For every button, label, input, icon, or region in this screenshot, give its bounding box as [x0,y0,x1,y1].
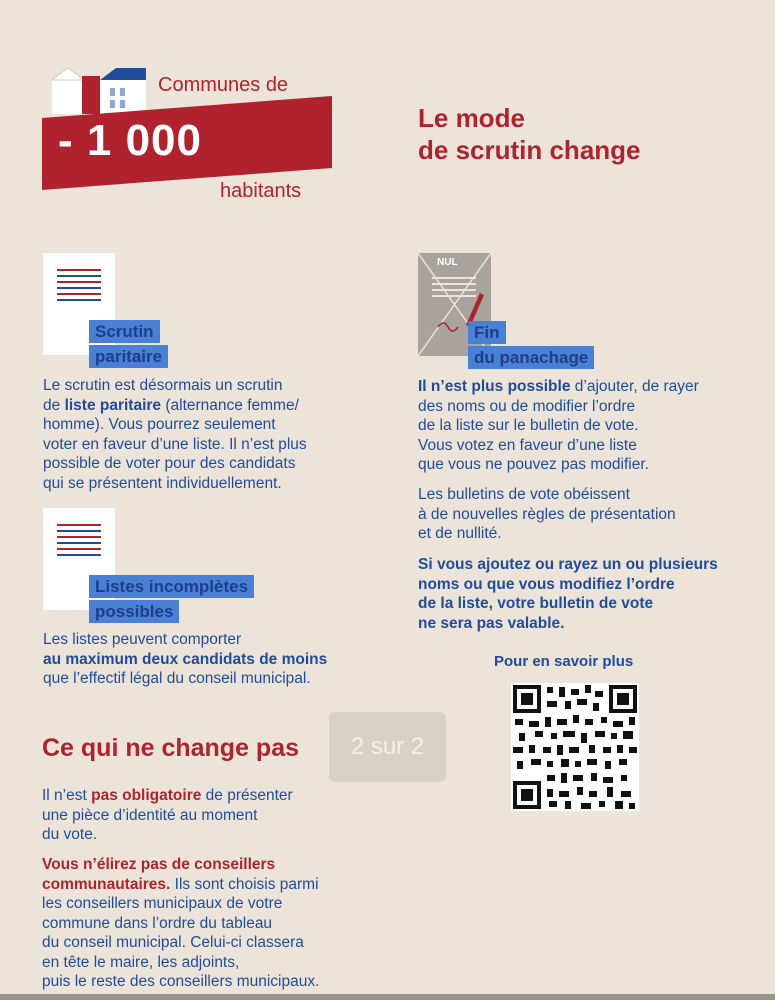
ne-change-pas-title: Ce qui ne change pas [42,734,300,762]
scrutin-paritaire-label: Scrutin paritaire [89,320,168,368]
savoir-plus-label: Pour en savoir plus [494,653,634,670]
nul-label: NUL [437,257,458,268]
qr-code-icon[interactable] [511,683,639,811]
panachage-paragraph-3: Si vous ajoutez ou rayez un ou plusieurs noms ou que vous modifiez l’ordre de la liste, votre bulletin de vote ne sera pas valable. [418,556,718,632]
bottom-edge [0,994,775,1000]
communes-de-label: Communes de [158,74,289,96]
page-indicator: 2 sur 2 [329,712,446,782]
panachage-paragraph-2: Les bulletins de vote obéissent à de nouvelles règles de présentation et de nullité. [418,486,676,542]
habitants-label: habitants [220,180,302,202]
page-title: Le mode de scrutin change [418,103,641,165]
big-number: - 1 000 [58,116,202,165]
listes-paragraph: Les listes peuvent comporter au maximum deux candidats de moins que l’effectif légal du conseil municipal. [43,631,328,687]
scrutin-paragraph: Le scrutin est désormais un scrutin de liste paritaire (alternance femme/ homme). Vous pourrez seulement voter en faveur d’une liste. Il n’est plus possible de voter pour des candidats qui se présentent individuellement. [43,377,307,492]
panachage-paragraph-1: Il n’est plus possible d’ajouter, de rayer des noms ou de modifier l’ordre de la liste sur le bulletin de vote. Vous votez en faveur d’une liste que vous ne pouvez pas modifier. [418,378,699,473]
conseillers-paragraph: Vous n’élirez pas de conseillers communautaires. Ils sont choisis parmi les conseillers municipaux de votre commune dans l’ordre du tableau du conseil municipal. Celui-ci classera en tête le maire, les adjoints, puis le reste des conseillers municipaux. [42,856,320,990]
identite-paragraph: Il n’est pas obligatoire de présenter une pièce d’identité au moment du vote. [42,787,293,843]
listes-incompletes-label: Listes incomplètes possibles [89,575,254,623]
fin-panachage-label: Fin du panachage [468,321,594,369]
